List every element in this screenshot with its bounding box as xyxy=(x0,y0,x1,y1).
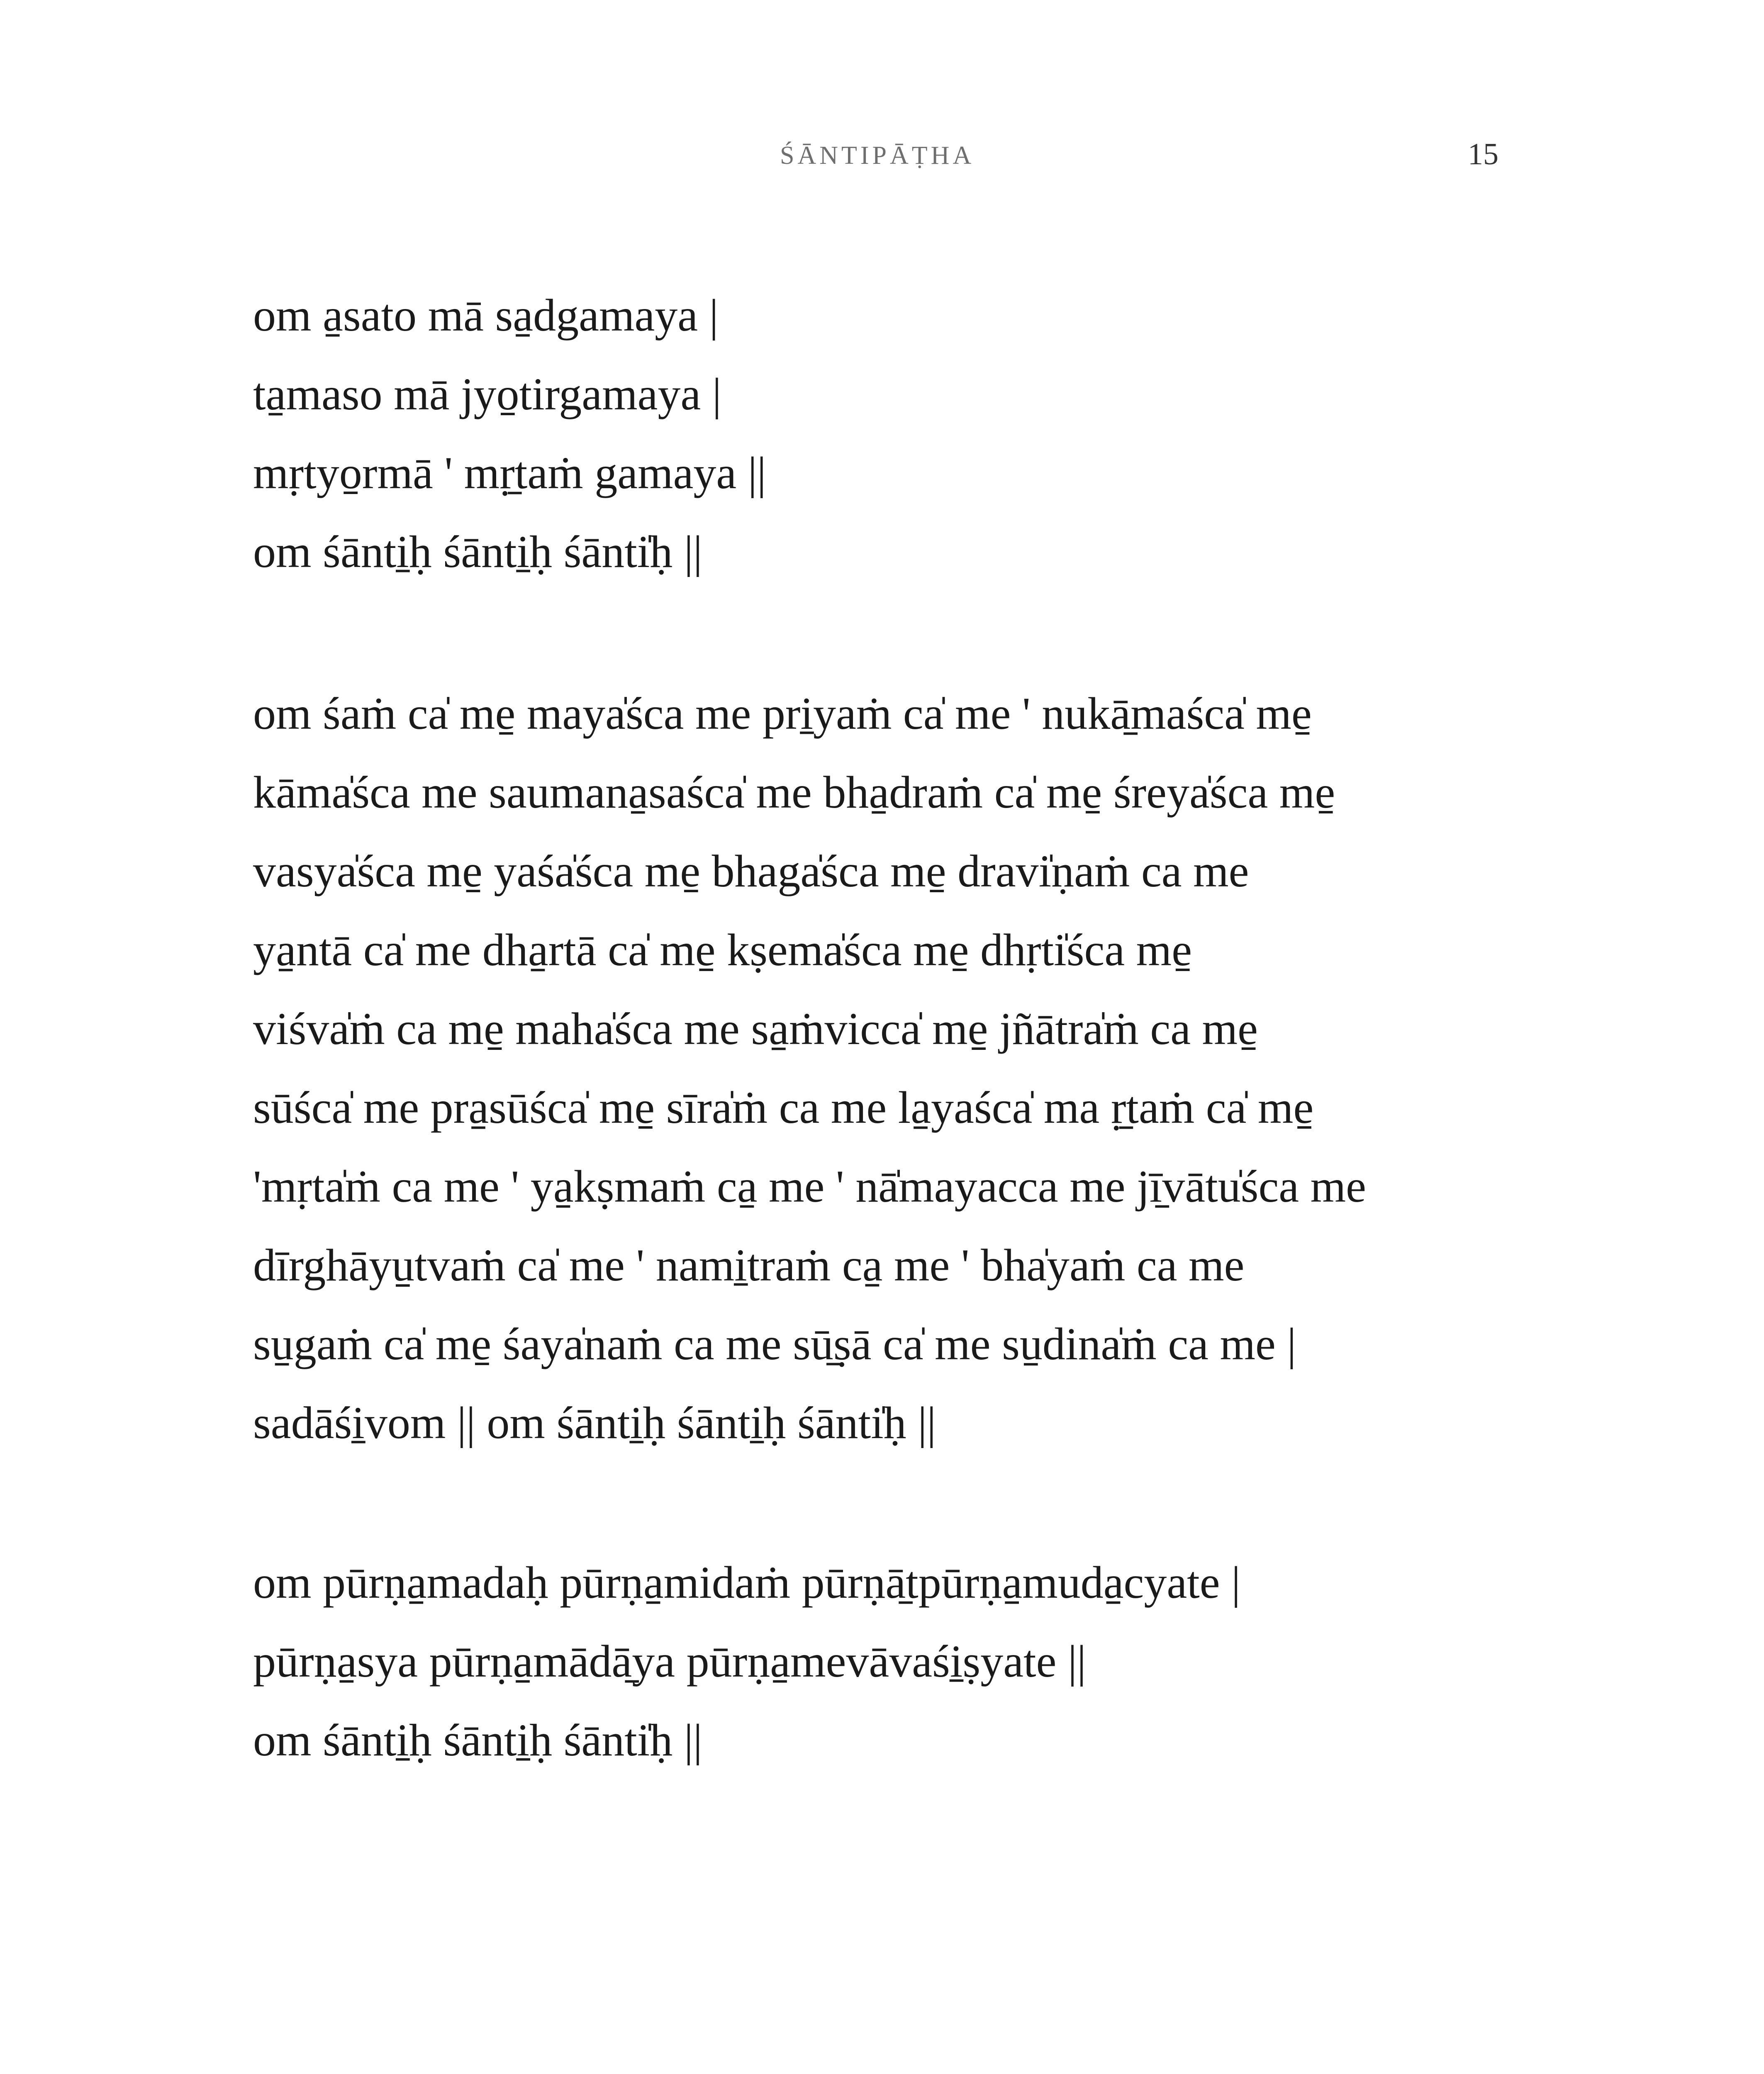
verse-line: om śaṁ ca̍ me̠ maya̍śca me pri̠yaṁ ca̍ me ' nukā̠maśca̍ me̠ xyxy=(253,688,1312,739)
page-number: 15 xyxy=(1468,137,1498,171)
verse-line: sadāśi̠vom || om śānti̠ḥ śānti̠ḥ śānti̍ḥ || xyxy=(253,1397,936,1448)
verse-line: dīrghāyu̠tvaṁ ca̍ me ' nami̠traṁ ca̠ me ' bha̍yaṁ ca me xyxy=(253,1240,1245,1290)
verse-line: 'mṛta̍ṁ ca me ' ya̠kṣmaṁ ca̠ me ' nā̍mayacca me jī̠vātu̍śca me xyxy=(253,1161,1366,1212)
verse-line: mṛtyo̠rmā ' mṛ̠taṁ gamaya || xyxy=(253,448,766,498)
verse-line: ta̠maso mā jyo̠tirgamaya | xyxy=(253,369,721,419)
verse-block-purnamadah xyxy=(253,1543,1539,1779)
verse-block-asato xyxy=(253,276,1539,591)
verse-line: om a̠sato mā sa̠dgamaya | xyxy=(253,290,719,341)
verse-line: om śānti̠ḥ śānti̠ḥ śānti̍ḥ || xyxy=(253,1715,702,1765)
verse-block-sham-ca-me xyxy=(253,674,1539,1462)
verse-line: pūrṇa̠sya pūrṇa̠mādā̠ya pūrṇa̠mevāvaśi̠ṣyate || xyxy=(253,1636,1086,1687)
verse-line: vasya̍śca me̠ yaśa̍śca me̠ bhaga̍śca me̠ dravi̍ṇaṁ ca me xyxy=(253,846,1249,896)
verse-line: om śānti̠ḥ śānti̠ḥ śānti̍ḥ || xyxy=(253,526,702,577)
verse-line: kāma̍śca me saumana̠saśca̍ me bha̠draṁ ca̍ me̠ śreya̍śca me̠ xyxy=(253,767,1335,818)
verse-line: su̠gaṁ ca̍ me̠ śaya̍naṁ ca me sū̠ṣā ca̍ me su̠dina̍ṁ ca me | xyxy=(253,1319,1296,1369)
running-head-title: ŚĀNTIPĀṬHA xyxy=(780,141,975,170)
verse-line: viśva̍ṁ ca me̠ maha̍śca me sa̠ṁvicca̍ me̠ jñātra̍ṁ ca me̠ xyxy=(253,1003,1258,1054)
verse-line: ya̠ntā ca̍ me dha̠rtā ca̍ me̠ kṣema̍śca me̠ dhṛti̍śca me̠ xyxy=(253,925,1192,975)
verse-line: om pūrṇa̠madaḥ pūrṇa̠midaṁ pūrṇā̠tpūrṇa̠muda̠cyate | xyxy=(253,1557,1241,1608)
verse-line: sūśca̍ me pra̠sūśca̍ me̠ sīra̍ṁ ca me la̠yaśca̍ ma ṛ̠taṁ ca̍ me̠ xyxy=(253,1082,1314,1133)
